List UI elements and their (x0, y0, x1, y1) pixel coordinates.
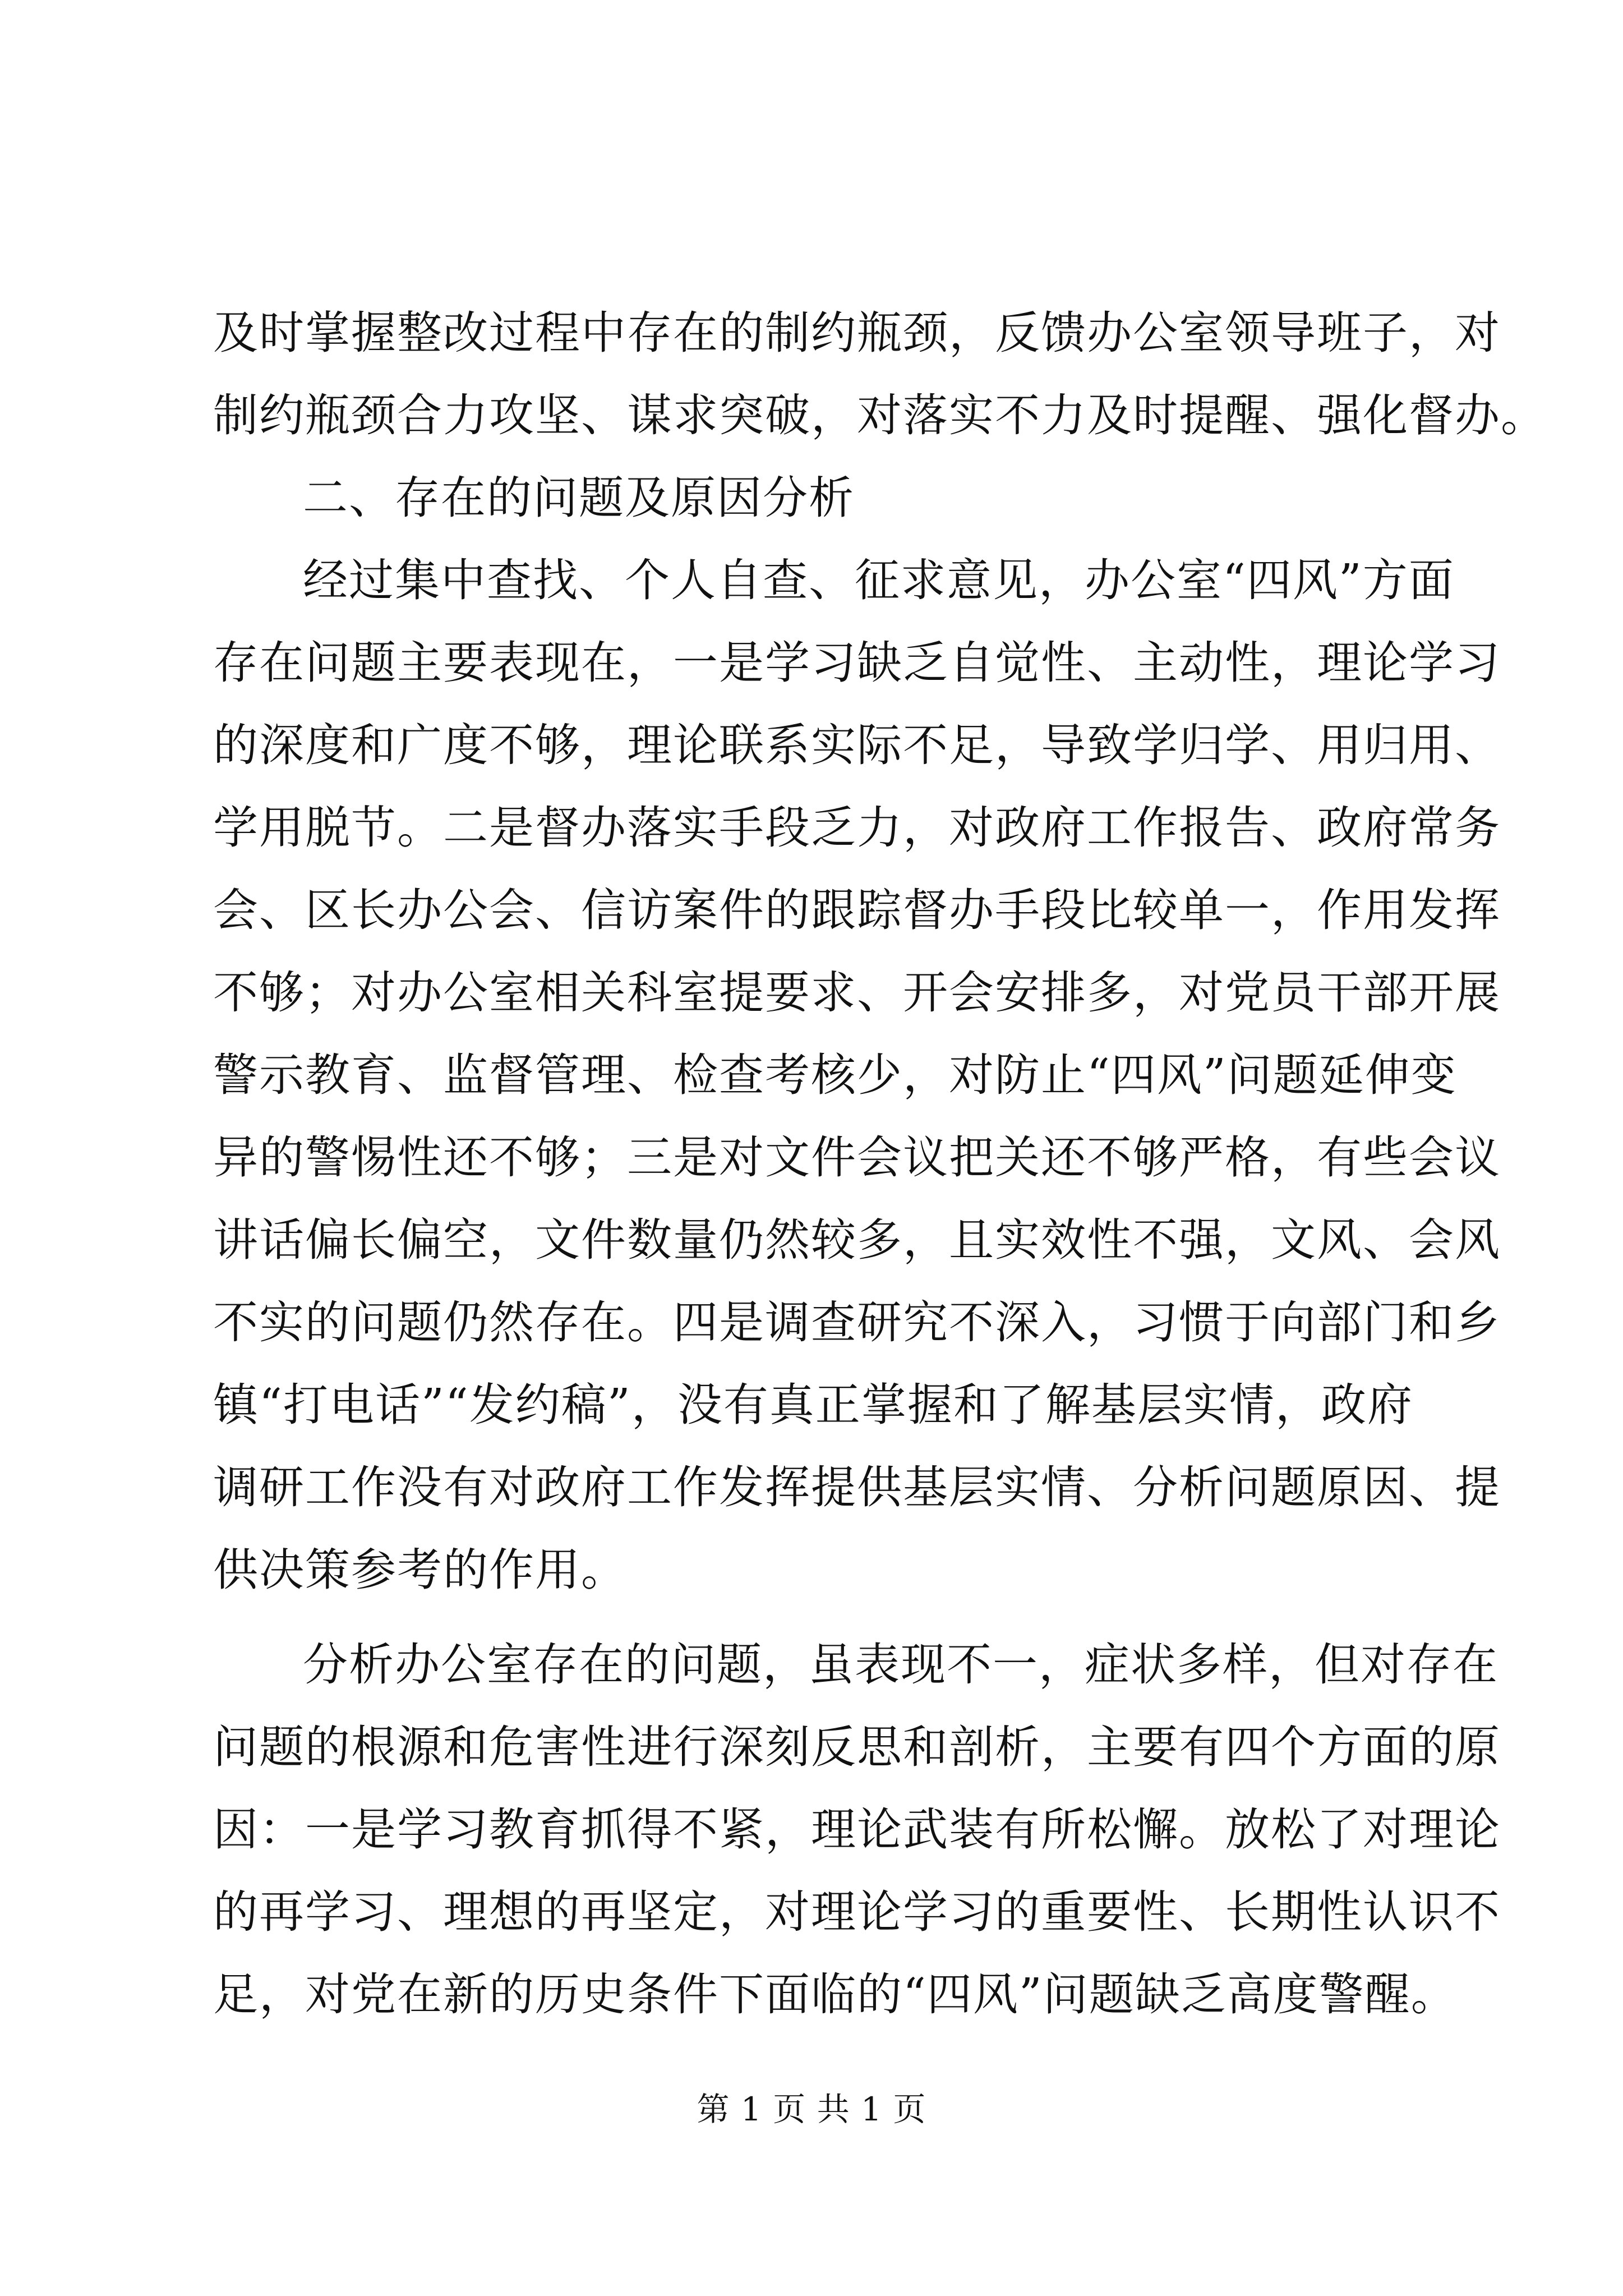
body-text (213, 292, 1547, 2036)
text-line: 足，对党在新的历史条件下面临的“四风”问题缺乏高度警醒。 (213, 1968, 1457, 2021)
text-line: 会、区长办公会、信访案件的跟踪督办手段比较单一，作用发挥 (213, 884, 1501, 936)
text-line: 的深度和广度不够，理论联系实际不足，导致学归学、用归用、 (213, 719, 1501, 771)
text-line: 分析办公室存在的问题，虽表现不一，症状多样，但对存在 (303, 1639, 1498, 1691)
section-heading: 二、存在的问题及原因分析 (303, 472, 855, 524)
text-line: 学用脱节。二是督办落实手段乏力，对政府工作报告、政府常务 (213, 802, 1501, 854)
page-number-footer: 第 1 页 共 1 页 (697, 2090, 926, 2128)
text-line: 讲话偏长偏空，文件数量仍然较多，且实效性不强，文风、会风 (213, 1214, 1501, 1266)
text-line: 的再学习、理想的再坚定，对理论学习的重要性、长期性认识不 (213, 1886, 1501, 1938)
text-line: 警示教育、监督管理、检查考核少，对防止“四风”问题延伸变 (213, 1049, 1457, 1101)
text-line: 调研工作没有对政府工作发挥提供基层实情、分析问题原因、提 (213, 1461, 1501, 1513)
text-line: 供决策参考的作用。 (213, 1544, 627, 1596)
text-line: 问题的根源和危害性进行深刻反思和剖析，主要有四个方面的原 (213, 1721, 1501, 1773)
text-line: 制约瓶颈合力攻坚、谋求突破，对落实不力及时提醒、强化督办。 (213, 389, 1547, 441)
text-line: 经过集中查找、个人自查、征求意见，办公室“四风”方面 (303, 554, 1455, 606)
text-line: 不够；对办公室相关科室提要求、开会安排多，对党员干部开展 (213, 967, 1501, 1019)
paragraph-gap (213, 1611, 1413, 1623)
text-line: 及时掌握整改过程中存在的制约瓶颈，反馈办公室领导班子，对 (213, 307, 1501, 359)
text-line: 存在问题主要表现在，一是学习缺乏自觉性、主动性，理论学习 (213, 637, 1501, 689)
text-line: 因：一是学习教育抓得不紧，理论武装有所松懈。放松了对理论 (213, 1803, 1501, 1856)
text-line: 镇“打电话”“发约稿”，没有真正掌握和了解基层实情，政府 (213, 1379, 1413, 1431)
text-line: 不实的问题仍然存在。四是调查研究不深入，习惯于向部门和乡 (213, 1296, 1501, 1349)
text-line: 异的警惕性还不够；三是对文件会议把关还不够严格，有些会议 (213, 1131, 1501, 1184)
